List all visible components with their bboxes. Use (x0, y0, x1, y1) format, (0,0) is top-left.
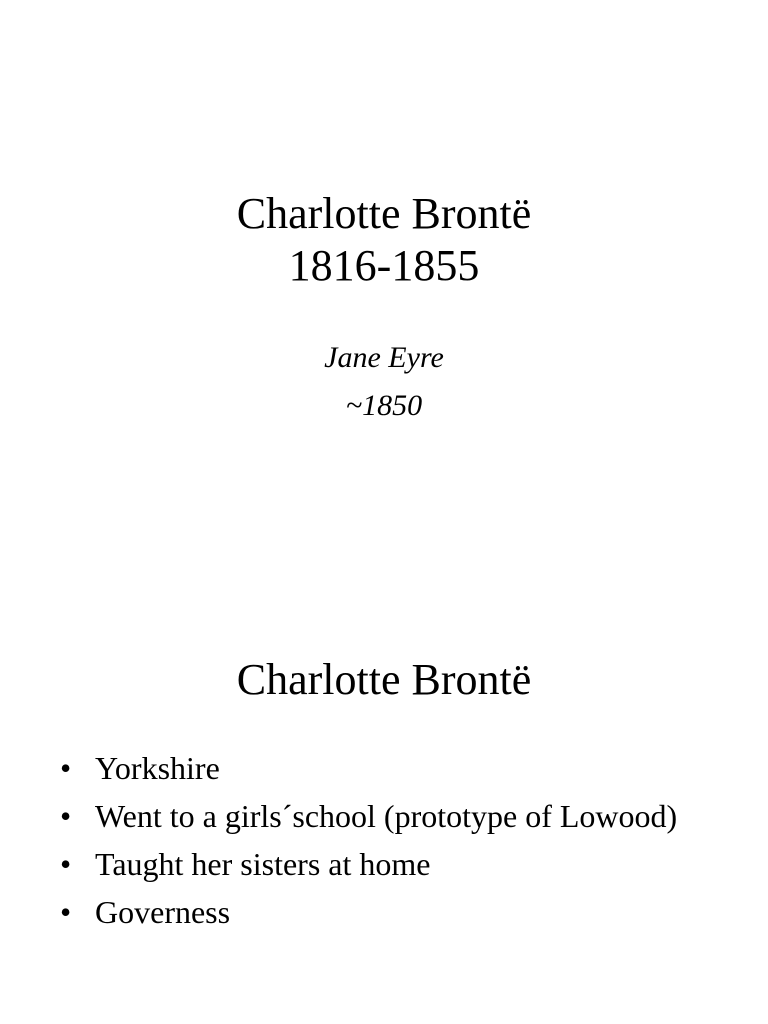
list-item (60, 748, 700, 788)
slide-title-name: Charlotte Brontë (236, 189, 532, 238)
title-block (0, 188, 768, 292)
list-item (60, 796, 700, 836)
bullet-icon: • (60, 894, 72, 930)
subtitle-year: ~1850 (345, 389, 423, 422)
bullet-text: Went to a girls´school (prototype of Lowood) (95, 798, 678, 834)
bullet-icon: • (60, 798, 72, 834)
bullet-icon: • (60, 846, 72, 882)
list-item (60, 844, 700, 884)
list-item (60, 892, 700, 932)
bullet-text: Yorkshire (95, 750, 220, 786)
bullet-list (60, 748, 700, 940)
bullet-text: Taught her sisters at home (95, 846, 431, 882)
bullet-text: Governess (95, 894, 231, 930)
slide-biography (0, 512, 768, 1024)
subtitle-block (0, 334, 768, 430)
slide-title-dates: 1816-1855 (288, 241, 480, 290)
subtitle-book: Jane Eyre (324, 341, 444, 374)
biography-title: Charlotte Brontë (236, 655, 532, 704)
bullet-icon: • (60, 750, 72, 786)
